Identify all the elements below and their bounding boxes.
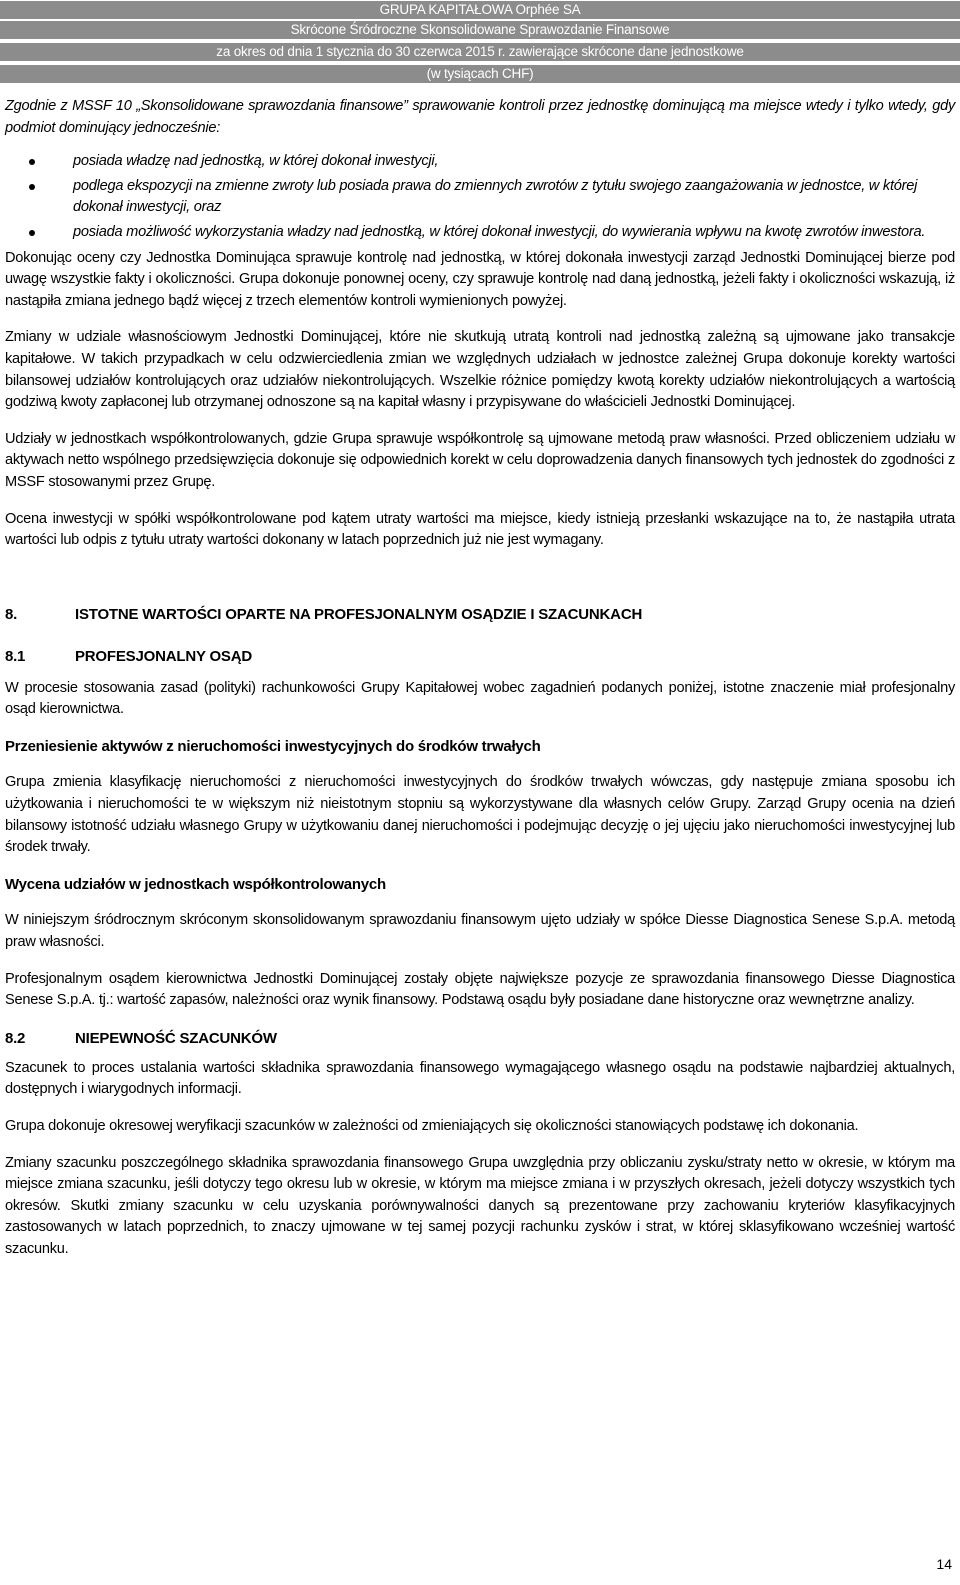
header-company: GRUPA KAPITAŁOWA Orphée SA — [0, 1, 960, 19]
header-currency: (w tysiącach CHF) — [0, 65, 960, 83]
section-number: 8.2 — [5, 1029, 26, 1047]
section-heading — [5, 604, 955, 628]
paragraph: Szacunek to proces ustalania wartości składnika sprawozdania finansowego wymagającego własnego osądu na podstawie najbardziej aktualnych, dostępnych i wiarygodnych informacji. — [5, 1059, 955, 1098]
paragraph: Grupa dokonuje okresowej weryfikacji szacunków w zależności od zmieniających się okoliczności stanowiących podstawę ich dokonania. — [5, 1118, 859, 1134]
paragraph: Zmiany w udziale własnościowym Jednostki Dominującej, które nie skutkują utratą kontroli nad jednostką zależną są ujmowane jako transakcje kapitałowe. W takich przypadkach w celu odzwierciedlenia zmian we względnych udziałach w jednostce zależnej Grupa dokonuje korekty wartości bilansowej udziałów kontrolujących oraz udziałów niekontrolujących. Wszelkie różnice pomiędzy kwotą korekty udziałów niekontrolujących a wartością godziwą kwoty zapłaconej lub otrzymanej odnoszone są na kapitał własny i przypisywane do właścicieli Jednostki Dominującej. — [5, 329, 955, 411]
paragraph: Grupa zmienia klasyfikację nieruchomości z nieruchomości inwestycyjnych do środków trwałych wówczas, gdy następuje zmiana sposobu ich użytkowania i nieruchomości te w większym niż nieistotnym stopniu są wykorzystywane dla własnych celów Grupy. Zarząd Grupy ocenia na dzień bilansowy istotność udziału własnego Grupy w użytkowaniu danej nieruchomości i podejmując decyzję o jej ujęciu jako nieruchomości inwestycyjnej lub środek trwały. — [5, 774, 955, 856]
header-report-title: Skrócone Śródroczne Skonsolidowane Sprawozdanie Finansowe — [0, 21, 960, 39]
section-title: NIEPEWNOŚĆ SZACUNKÓW — [75, 1029, 277, 1047]
document-body — [5, 96, 955, 1261]
control-intro: Zgodnie z MSSF 10 „Skonsolidowane sprawozdania finansowe” sprawowanie kontroli przez jednostkę dominującą ma miejsce wtedy i tylko wtedy, gdy podmiot dominujący jednocześnie: — [5, 98, 955, 136]
paragraph: Dokonując oceny czy Jednostka Dominująca sprawuje kontrolę nad jednostką, w której dokonała inwestycji zarząd Jednostki Dominującej bierze pod uwagę wszystkie fakty i okoliczności. Grupa dokonuje ponownej oceny, czy sprawuje kontrolę nad daną jednostką, jeżeli fakty i okoliczności wskazują, iż nastąpiła zmiana jednego bądź więcej z trzech elementów kontroli wymienionych powyżej. — [5, 249, 955, 309]
section-heading — [5, 1028, 955, 1052]
paragraph: Profesjonalnym osądem kierownictwa Jednostki Dominującej zostały objęte największe pozycje ze sprawozdania finansowego Diesse Diagnostica Senese S.p.A. tj.: wartość zapasów, należności oraz wynik finansowy. Podstawą osądu były posiadane dane historyczne oraz wewnętrzne analizy. — [5, 970, 955, 1009]
paragraph: Zmiany szacunku poszczególnego składnika sprawozdania finansowego Grupa uwzględnia przy obliczaniu zysku/straty netto w okresie, w którym ma miejsce zmiana szacunku, jeśli dotyczy tego okresu lub w okresie, w którym ma miejsce zmiana i w przyszłych okresach, jeżeli dotyczy wszystkich tych okresów. Skutki zmiany szacunku w celu uzyskania porównywalności danych są prezentowane przy zachowaniu kryteriów klasyfikacyjnych zastosowanych w latach poprzednich, to znaczy ujmowane w tej samej pozycji rachunku zysków i strat, w której sklasyfikowano wcześniej wartość szacunku. — [5, 1154, 955, 1257]
document-header — [0, 0, 960, 86]
section-title: PROFESJONALNY OSĄD — [75, 647, 252, 665]
paragraph: Ocena inwestycji w spółki współkontrolowane pod kątem utraty wartości ma miejsce, kiedy istnieją przesłanki wskazujące na to, że nastąpiła utrata wartości lub odpis z tytułu utraty wartości dokonany w latach poprzednich już nie jest wymagany. — [5, 510, 955, 549]
subheading: Przeniesienie aktywów z nieruchomości inwestycyjnych do środków trwałych — [5, 737, 541, 755]
paragraph: W niniejszym śródrocznym skróconym skonsolidowanym sprawozdaniu finansowym ujęto udziały w spółce Diesse Diagnostica Senese S.p.A. metodą praw własności. — [5, 912, 955, 951]
section-heading — [5, 646, 955, 670]
list-item: podlega ekspozycji na zmienne zwroty lub posiada prawa do zmiennych zwrotów z tytułu swojego zaangażowania w jednostce, w której dokonał inwestycji, oraz — [5, 176, 955, 219]
paragraph: Udziały w jednostkach współkontrolowanych, gdzie Grupa sprawuje współkontrolę są ujmowane metodą praw własności. Przed obliczeniem udziału w aktywach netto wspólnego przedsięwzięcia dokonuje się odpowiednich korekt w celu doprowadzenia danych finansowych tych jednostek do zgodności z MSSF stosowanymi przez Grupę. — [5, 430, 955, 490]
section-title: ISTOTNE WARTOŚCI OPARTE NA PROFESJONALNYM OSĄDZIE I SZACUNKACH — [75, 605, 643, 623]
section-number: 8.1 — [5, 647, 26, 665]
subheading: Wycena udziałów w jednostkach współkontrolowanych — [5, 875, 386, 893]
header-period: za okres od dnia 1 stycznia do 30 czerwca 2015 r. zawierające skrócone dane jednostkowe — [0, 43, 960, 61]
list-item: posiada władzę nad jednostką, w której dokonał inwestycji, — [5, 151, 955, 173]
paragraph: W procesie stosowania zasad (polityki) rachunkowości Grupy Kapitałowej wobec zagadnień podanych poniżej, istotne znaczenie miał profesjonalny osąd kierownictwa. — [5, 679, 955, 718]
list-item: posiada możliwość wykorzystania władzy nad jednostką, w której dokonał inwestycji, do wywierania wpływu na kwotę zwrotów inwestora. — [5, 222, 955, 244]
page-number: 14 — [936, 1556, 952, 1572]
control-criteria-list — [5, 151, 955, 243]
section-number: 8. — [5, 605, 18, 623]
